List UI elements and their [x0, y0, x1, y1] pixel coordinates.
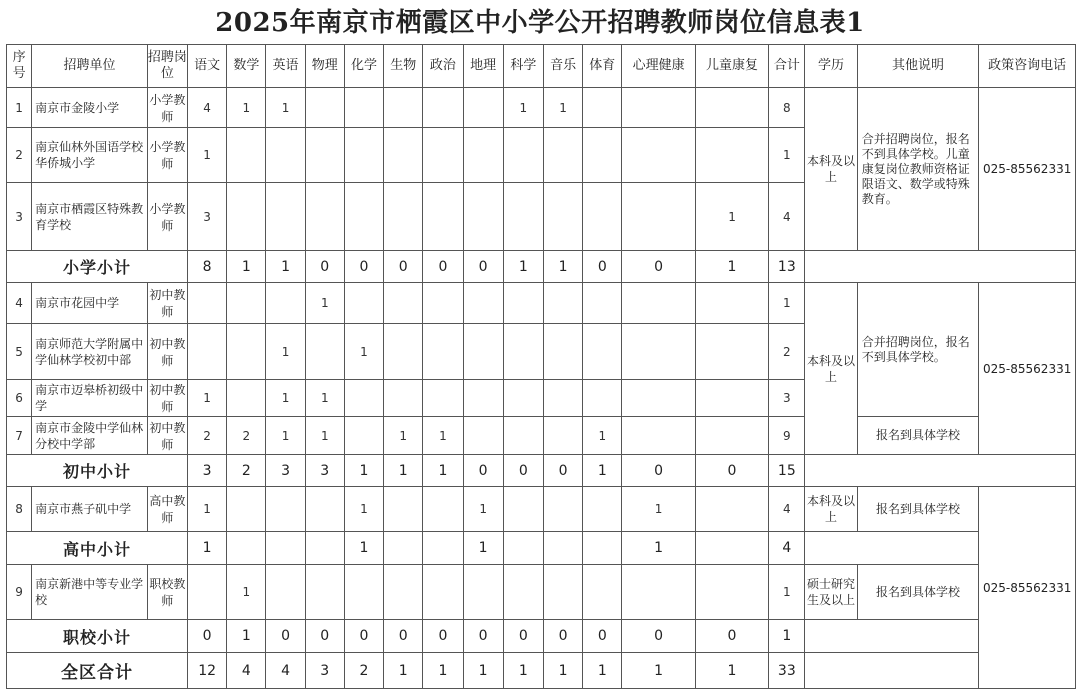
row-total: 9	[769, 417, 805, 455]
subtotal-cell	[384, 532, 423, 565]
header-subject: 英语	[266, 45, 305, 88]
subtotal-cell: 0	[695, 455, 768, 487]
cell	[227, 380, 266, 417]
row-seq: 7	[7, 417, 32, 455]
subtotal-cell: 0	[463, 620, 503, 653]
row-unit: 南京仙林外国语学校华侨城小学	[32, 128, 148, 183]
cell	[423, 283, 463, 324]
row-seq: 5	[7, 324, 32, 380]
cell	[384, 183, 423, 251]
subtotal-cell: 0	[305, 251, 344, 283]
subtotal-cell: 1	[695, 251, 768, 283]
cell	[503, 417, 543, 455]
cell	[305, 88, 344, 128]
subtotal-row	[7, 532, 1076, 565]
subtotal-cell: 0	[423, 620, 463, 653]
cell	[622, 380, 695, 417]
cell	[266, 565, 305, 620]
subtotal-row	[7, 620, 1076, 653]
cell	[543, 324, 582, 380]
table-row	[7, 565, 1076, 620]
subtotal-total: 4	[769, 532, 805, 565]
notes-junior: 合并招聘岗位，报名不到具体学校。	[857, 283, 979, 417]
row-total: 8	[769, 88, 805, 128]
row-total: 3	[769, 380, 805, 417]
row-unit: 南京市金陵中学仙林分校中学部	[32, 417, 148, 455]
subtotal-cell: 1	[622, 532, 695, 565]
header-post: 招聘岗位	[147, 45, 187, 88]
cell	[695, 565, 768, 620]
subtotal-blank	[805, 532, 979, 565]
cell	[305, 324, 344, 380]
cell	[503, 128, 543, 183]
row-total: 1	[769, 565, 805, 620]
edu-primary: 本科及以上	[805, 88, 857, 251]
subtotal-cell: 0	[384, 251, 423, 283]
cell	[583, 565, 622, 620]
grand-total-cell: 3	[305, 653, 344, 689]
subtotal-cell: 0	[622, 455, 695, 487]
cell: 1	[344, 324, 383, 380]
row-total: 2	[769, 324, 805, 380]
header-subject: 地理	[463, 45, 503, 88]
row-post: 初中教师	[147, 283, 187, 324]
subtotal-cell	[695, 532, 768, 565]
header-total: 合计	[769, 45, 805, 88]
cell	[423, 128, 463, 183]
cell	[384, 565, 423, 620]
cell	[622, 417, 695, 455]
cell: 2	[227, 417, 266, 455]
row-unit: 南京新港中等专业学校	[32, 565, 148, 620]
edu-vocational: 硕士研究生及以上	[805, 565, 857, 620]
cell	[695, 487, 768, 532]
subtotal-cell	[503, 532, 543, 565]
row-post: 初中教师	[147, 417, 187, 455]
cell	[384, 380, 423, 417]
cell	[384, 324, 423, 380]
notes-senior: 报名到具体学校	[857, 487, 979, 532]
cell	[305, 183, 344, 251]
row-seq: 8	[7, 487, 32, 532]
grand-total-cell: 1	[384, 653, 423, 689]
subtotal-cell: 0	[188, 620, 227, 653]
cell	[423, 380, 463, 417]
cell: 1	[503, 88, 543, 128]
subtotal-blank	[805, 455, 1076, 487]
header-phone: 政策咨询电话	[979, 45, 1076, 88]
row-post: 小学教师	[147, 128, 187, 183]
row-post: 小学教师	[147, 88, 187, 128]
header-subject: 物理	[305, 45, 344, 88]
subtotal-cell: 0	[463, 251, 503, 283]
cell	[463, 565, 503, 620]
subtotal-total: 15	[769, 455, 805, 487]
subtotal-cell: 1	[384, 455, 423, 487]
table-row	[7, 417, 1076, 455]
cell	[583, 380, 622, 417]
cell	[503, 283, 543, 324]
cell	[583, 183, 622, 251]
grand-total-cell: 1	[423, 653, 463, 689]
cell: 1	[622, 487, 695, 532]
grand-total-cell: 1	[583, 653, 622, 689]
subtotal-row	[7, 251, 1076, 283]
cell	[423, 324, 463, 380]
recruitment-table	[6, 44, 1076, 689]
subtotal-row	[7, 455, 1076, 487]
phone-primary: 025-85562331	[979, 88, 1076, 251]
table-row	[7, 88, 1076, 128]
cell	[344, 565, 383, 620]
cell	[583, 324, 622, 380]
row-seq: 9	[7, 565, 32, 620]
cell	[344, 283, 383, 324]
header-edu: 学历	[805, 45, 857, 88]
cell	[227, 487, 266, 532]
grand-total-cell: 1	[503, 653, 543, 689]
cell: 1	[344, 487, 383, 532]
subtotal-cell: 1	[583, 455, 622, 487]
subtotal-blank	[805, 620, 979, 653]
subtotal-cell	[583, 532, 622, 565]
subtotal-cell: 1	[543, 251, 582, 283]
cell	[695, 324, 768, 380]
header-subject: 音乐	[543, 45, 582, 88]
subtotal-cell: 0	[463, 455, 503, 487]
row-post: 高中教师	[147, 487, 187, 532]
subtotal-cell: 1	[423, 455, 463, 487]
subtotal-cell: 0	[622, 620, 695, 653]
subtotal-cell: 0	[503, 620, 543, 653]
cell	[344, 88, 383, 128]
subtotal-cell	[266, 532, 305, 565]
cell	[543, 283, 582, 324]
subtotal-cell: 0	[423, 251, 463, 283]
cell	[583, 487, 622, 532]
subtotal-cell	[227, 532, 266, 565]
row-seq: 2	[7, 128, 32, 183]
cell	[622, 88, 695, 128]
table-row	[7, 487, 1076, 532]
cell: 3	[188, 183, 227, 251]
subtotal-cell: 0	[384, 620, 423, 653]
row-total: 4	[769, 487, 805, 532]
notes-vocational: 报名到具体学校	[857, 565, 979, 620]
cell	[543, 417, 582, 455]
header-subject: 生物	[384, 45, 423, 88]
cell	[622, 283, 695, 324]
header-subject: 儿童康复	[695, 45, 768, 88]
subtotal-cell: 0	[503, 455, 543, 487]
cell	[463, 183, 503, 251]
cell	[583, 88, 622, 128]
row-seq: 3	[7, 183, 32, 251]
cell: 1	[188, 380, 227, 417]
cell	[622, 183, 695, 251]
subtotal-label: 职校小计	[7, 620, 188, 653]
subtotal-cell: 1	[227, 620, 266, 653]
cell	[384, 283, 423, 324]
cell	[423, 565, 463, 620]
table-row	[7, 283, 1076, 324]
row-post: 职校教师	[147, 565, 187, 620]
subtotal-cell: 0	[695, 620, 768, 653]
cell	[543, 487, 582, 532]
cell	[583, 283, 622, 324]
row-seq: 6	[7, 380, 32, 417]
cell: 1	[543, 88, 582, 128]
cell	[463, 128, 503, 183]
row-unit: 南京市栖霞区特殊教育学校	[32, 183, 148, 251]
subtotal-total: 1	[769, 620, 805, 653]
cell	[695, 128, 768, 183]
cell: 1	[305, 380, 344, 417]
grand-total-cell: 2	[344, 653, 383, 689]
cell	[503, 487, 543, 532]
phone-senior-vocational: 025-85562331	[979, 487, 1076, 689]
cell	[344, 380, 383, 417]
subtotal-cell: 3	[188, 455, 227, 487]
cell	[227, 183, 266, 251]
grand-total-row	[7, 653, 1076, 689]
header-subject: 化学	[344, 45, 383, 88]
cell	[463, 88, 503, 128]
edu-senior: 本科及以上	[805, 487, 857, 532]
row-seq: 1	[7, 88, 32, 128]
row-total: 1	[769, 128, 805, 183]
subtotal-label: 初中小计	[7, 455, 188, 487]
subtotal-blank	[805, 251, 1076, 283]
cell	[305, 128, 344, 183]
cell: 1	[188, 487, 227, 532]
subtotal-label: 小学小计	[7, 251, 188, 283]
grand-total-blank	[805, 653, 1076, 689]
subtotal-cell	[305, 532, 344, 565]
cell	[543, 565, 582, 620]
cell	[227, 283, 266, 324]
subtotal-cell: 0	[344, 620, 383, 653]
grand-total-label: 全区合计	[7, 653, 188, 689]
header-subject: 心理健康	[622, 45, 695, 88]
cell	[305, 565, 344, 620]
cell	[695, 88, 768, 128]
cell	[423, 487, 463, 532]
cell: 2	[188, 417, 227, 455]
subtotal-cell: 3	[305, 455, 344, 487]
subtotal-cell: 0	[543, 455, 582, 487]
cell	[188, 324, 227, 380]
cell: 1	[227, 565, 266, 620]
row-seq: 4	[7, 283, 32, 324]
subtotal-cell: 0	[305, 620, 344, 653]
subtotal-total: 13	[769, 251, 805, 283]
subtotal-cell: 2	[227, 455, 266, 487]
subtotal-cell: 1	[503, 251, 543, 283]
subtotal-cell: 0	[583, 251, 622, 283]
cell	[423, 183, 463, 251]
cell	[227, 324, 266, 380]
cell	[384, 128, 423, 183]
cell	[622, 565, 695, 620]
cell	[305, 487, 344, 532]
cell	[344, 128, 383, 183]
row-unit: 南京市金陵小学	[32, 88, 148, 128]
cell: 1	[423, 417, 463, 455]
grand-total-total: 33	[769, 653, 805, 689]
notes-primary: 合并招聘岗位，报名不到具体学校。儿童康复岗位教师资格证限语文、数学或特殊教育。	[857, 88, 979, 251]
cell: 1	[583, 417, 622, 455]
cell: 1	[463, 487, 503, 532]
header-row	[7, 45, 1076, 88]
cell	[695, 380, 768, 417]
cell: 1	[266, 380, 305, 417]
cell: 1	[188, 128, 227, 183]
subtotal-cell: 8	[188, 251, 227, 283]
cell	[266, 128, 305, 183]
cell: 1	[695, 183, 768, 251]
header-unit: 招聘单位	[32, 45, 148, 88]
grand-total-cell: 12	[188, 653, 227, 689]
subtotal-cell: 0	[543, 620, 582, 653]
subtotal-cell: 3	[266, 455, 305, 487]
header-subject: 数学	[227, 45, 266, 88]
cell	[463, 283, 503, 324]
row-unit: 南京市花园中学	[32, 283, 148, 324]
notes-school-apply: 报名到具体学校	[857, 417, 979, 455]
cell	[503, 565, 543, 620]
cell	[463, 324, 503, 380]
grand-total-cell: 1	[543, 653, 582, 689]
cell	[188, 565, 227, 620]
cell: 1	[266, 417, 305, 455]
cell: 1	[266, 88, 305, 128]
cell	[622, 128, 695, 183]
row-post: 小学教师	[147, 183, 187, 251]
subtotal-cell: 1	[344, 455, 383, 487]
edu-junior: 本科及以上	[805, 283, 857, 455]
cell	[543, 380, 582, 417]
cell	[384, 487, 423, 532]
header-subject: 体育	[583, 45, 622, 88]
subtotal-label: 高中小计	[7, 532, 188, 565]
cell	[344, 183, 383, 251]
grand-total-cell: 1	[622, 653, 695, 689]
cell: 1	[305, 283, 344, 324]
grand-total-cell: 4	[227, 653, 266, 689]
subtotal-cell: 1	[344, 532, 383, 565]
grand-total-cell: 1	[463, 653, 503, 689]
subtotal-cell: 1	[463, 532, 503, 565]
cell	[266, 487, 305, 532]
header-subject: 政治	[423, 45, 463, 88]
cell	[463, 380, 503, 417]
subtotal-cell: 0	[622, 251, 695, 283]
subtotal-cell: 0	[344, 251, 383, 283]
cell	[463, 417, 503, 455]
cell	[583, 128, 622, 183]
cell	[266, 183, 305, 251]
cell	[695, 283, 768, 324]
subtotal-cell: 1	[266, 251, 305, 283]
cell	[344, 417, 383, 455]
subtotal-cell: 0	[266, 620, 305, 653]
cell: 1	[305, 417, 344, 455]
cell	[503, 324, 543, 380]
subtotal-cell: 1	[227, 251, 266, 283]
cell	[503, 183, 543, 251]
cell	[384, 88, 423, 128]
page-title: 2025年南京市栖霞区中小学公开招聘教师岗位信息表1	[215, 8, 865, 38]
row-unit: 南京市燕子矶中学	[32, 487, 148, 532]
grand-total-cell: 1	[695, 653, 768, 689]
header-subject: 语文	[188, 45, 227, 88]
header-seq: 序号	[7, 45, 32, 88]
phone-junior: 025-85562331	[979, 283, 1076, 455]
cell	[227, 128, 266, 183]
cell	[543, 183, 582, 251]
header-subject: 科学	[503, 45, 543, 88]
row-unit: 南京师范大学附属中学仙林学校初中部	[32, 324, 148, 380]
cell: 1	[266, 324, 305, 380]
cell: 4	[188, 88, 227, 128]
cell	[503, 380, 543, 417]
cell: 1	[384, 417, 423, 455]
cell	[423, 88, 463, 128]
cell	[266, 283, 305, 324]
subtotal-cell	[423, 532, 463, 565]
row-unit: 南京市迈皋桥初级中学	[32, 380, 148, 417]
row-total: 1	[769, 283, 805, 324]
grand-total-cell: 4	[266, 653, 305, 689]
cell: 1	[227, 88, 266, 128]
header-notes: 其他说明	[857, 45, 979, 88]
row-total: 4	[769, 183, 805, 251]
cell	[622, 324, 695, 380]
subtotal-cell: 0	[583, 620, 622, 653]
row-post: 初中教师	[147, 380, 187, 417]
row-post: 初中教师	[147, 324, 187, 380]
subtotal-cell	[543, 532, 582, 565]
cell	[695, 417, 768, 455]
subtotal-cell: 1	[188, 532, 227, 565]
cell	[543, 128, 582, 183]
cell	[188, 283, 227, 324]
